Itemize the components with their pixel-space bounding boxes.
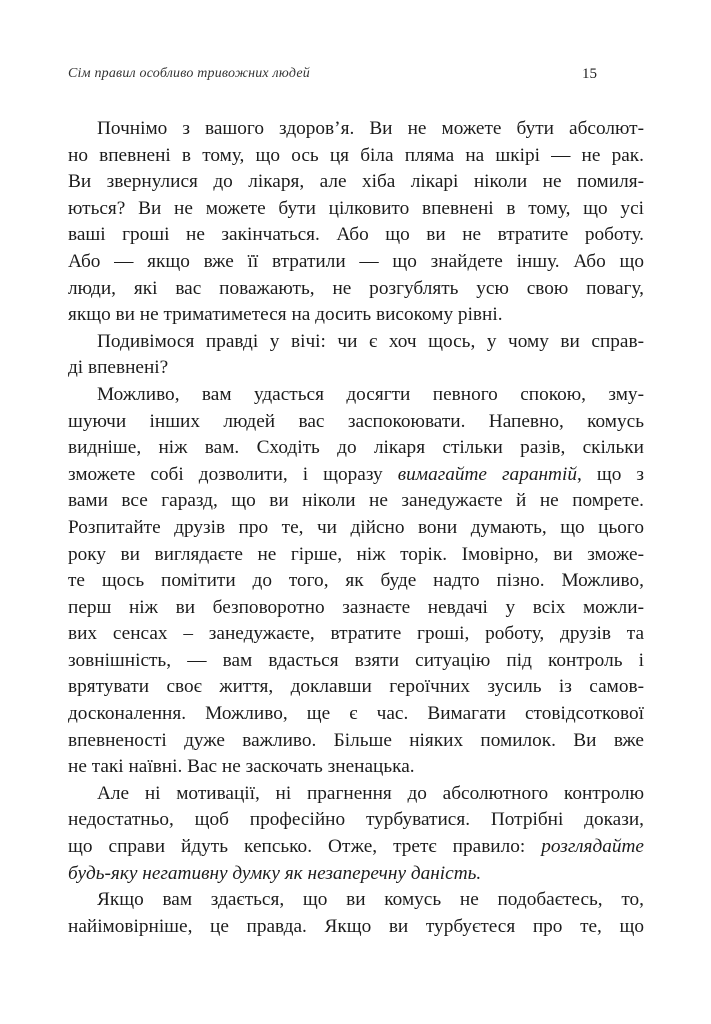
text-line (68, 143, 644, 170)
text-line (68, 781, 644, 808)
text-line (68, 834, 644, 861)
text-run: перш ніж ви безповоротно зазнаєте невдачі у всіх можли- (68, 596, 644, 618)
italic-text-run: розглядайте (541, 836, 644, 858)
text-line (68, 595, 644, 622)
text-line (68, 169, 644, 196)
text-line (68, 914, 644, 941)
italic-text-run: будь-яку негативну думку як незаперечну даність. (68, 862, 482, 884)
text-line (68, 701, 644, 728)
paragraph (68, 887, 644, 940)
text-run: недостатньо, щоб професійно турбуватися. Потрібні докази, (68, 809, 644, 831)
paragraph (68, 329, 644, 382)
text-line (68, 116, 644, 143)
text-run: Почнімо з вашого здоров’я. Ви не можете бути абсолют- (97, 118, 644, 139)
text-run: зовнішність, — вам вдасться взяти ситуацію під контроль і (68, 649, 644, 671)
text-run: Але ні мотивації, ні прагнення до абсолютного контролю (97, 782, 644, 804)
text-line (68, 488, 644, 515)
text-run: зможете собі дозволити, і щоразу (68, 463, 398, 485)
text-run: Якщо вам здається, що ви комусь не подобаєтесь, то, (97, 889, 644, 911)
text-run: Або — якщо вже її втратили — що знайдете іншу. Або що (68, 250, 644, 272)
text-run: ваші гроші не закінчаться. Або що ви не втратите роботу. (68, 224, 644, 246)
paragraph (68, 781, 644, 887)
text-run: вами все гаразд, що ви ніколи не занедужаєте й не помрете. (68, 490, 644, 512)
page-header (68, 66, 643, 86)
text-line (68, 409, 644, 436)
running-title: Сім правил особливо тривожних людей (68, 66, 310, 81)
text-line (68, 302, 644, 329)
page-number: 15 (582, 66, 597, 82)
text-line (68, 754, 644, 781)
text-line (68, 728, 644, 755)
text-run: досконалення. Можливо, ще є час. Вимагати стовідсоткової (68, 703, 644, 725)
text-run: Розпитайте друзів про те, чи дійсно вони думають, що цього (68, 516, 644, 538)
paragraph (68, 382, 644, 781)
text-run: видніше, ніж вам. Сходіть до лікаря стільки разів, скільки (68, 437, 644, 459)
text-run: врятувати своє життя, доклавши героїчних зусиль із самов- (68, 676, 644, 698)
text-line (68, 621, 644, 648)
text-line (68, 568, 644, 595)
text-line (68, 222, 644, 249)
paragraph (68, 116, 644, 329)
text-run: найімовірніше, це правда. Якщо ви турбуєтеся про те, що (68, 915, 644, 937)
text-line (68, 355, 644, 382)
text-run: Можливо, вам удасться досягти певного спокою, зму- (97, 383, 644, 405)
text-line (68, 329, 644, 356)
text-run: люди, які вас поважають, не розгублять усю свою повагу, (68, 277, 644, 299)
text-run: шуючи інших людей вас заспокоювати. Напевно, комусь (68, 410, 644, 432)
text-run: те щось помітити до того, як буде надто пізно. Можливо, (68, 570, 644, 592)
text-run: що справи йдуть кепсько. Отже, третє правило: (68, 836, 542, 858)
text-line (68, 674, 644, 701)
text-line (68, 515, 644, 542)
text-run: , що з (576, 463, 645, 485)
text-line (68, 542, 644, 569)
text-line (68, 435, 644, 462)
text-run: Ви звернулися до лікаря, але хіба лікарі ніколи не помиля- (68, 171, 644, 193)
text-line (68, 382, 644, 409)
text-line (68, 807, 644, 834)
text-run: но впевнені в тому, що ось ця біла пляма на шкірі — не рак. (68, 144, 644, 166)
text-line (68, 249, 644, 276)
text-line (68, 648, 644, 675)
text-run: впевненості дуже важливо. Більше ніяких помилок. Ви вже (68, 729, 644, 751)
text-line (68, 887, 644, 914)
italic-text-run: вимагайте гарантій (397, 463, 577, 485)
text-line (68, 276, 644, 303)
text-line (68, 861, 644, 888)
text-line (68, 196, 644, 223)
text-run: ються? Ви не можете бути цілковито впевнені в тому, що усі (68, 197, 644, 219)
text-line (68, 462, 644, 489)
text-run: Подивімося правді у вічі: чи є хоч щось, у чому ви справ- (97, 330, 644, 352)
text-run: вих сенсах – занедужаєте, втратите гроші, роботу, друзів та (68, 623, 644, 645)
text-run: року ви виглядаєте не гірше, ніж торік. Імовірно, ви зможе- (68, 543, 644, 565)
body-text (68, 116, 644, 940)
text-run: ді впевнені? (68, 357, 169, 379)
text-run: не такі наївні. Вас не заскочать зненацька. (68, 756, 415, 778)
text-run: якщо ви не триматиметеся на досить високому рівні. (68, 304, 503, 326)
